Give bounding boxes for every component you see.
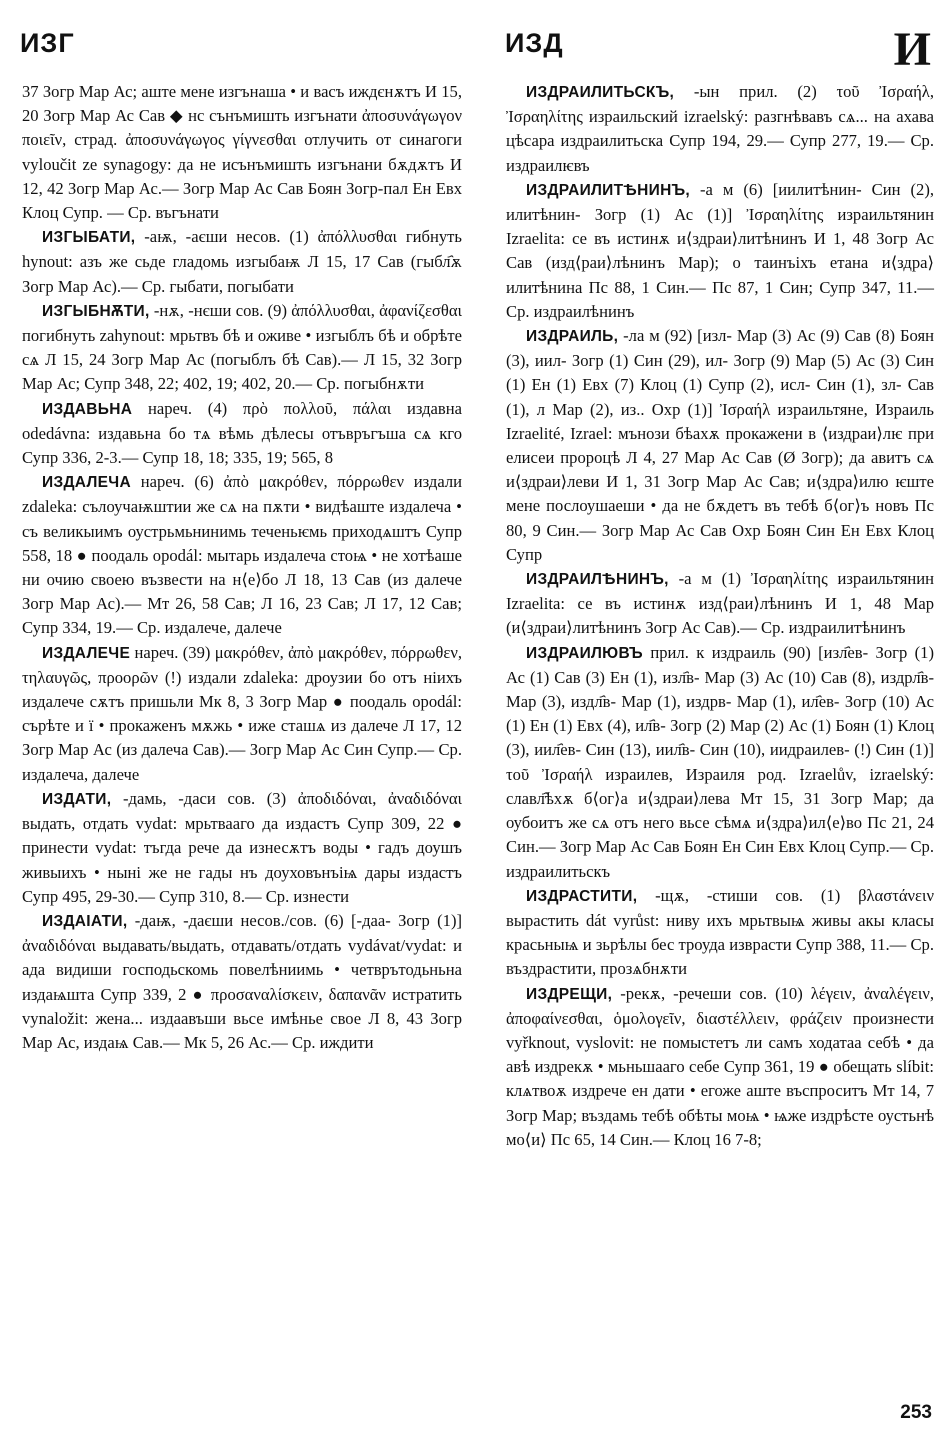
entry-headword: ИЗДРАСТИТИ, (526, 887, 638, 905)
dictionary-entry (22, 787, 462, 909)
entry-body: прил. к издраиль (90) [изл҄ев- Зогр (1) Ас (1) Сав (3) Ен (1), изл҄в- Мар (3) Ас (10) Сав (8), издрл҄в- Мар (3), издл҄в- Мар (1), издрв- Мар (1), ил҄ев- Зогр (10) Ас (1) Ен (1) Евх (4), ил҄в- Зогр (2) Мар (2) Ас (1) Боян (1) Клоц (3), иил҄ев- Син (13), иил҄в- Син (10), иидраилев- (!) Син (1)] τοῦ Ἰσραήλ израилев, Израиля род. Izraelův, izraelský: славл҄ѣхѫ б⟨ог⟩а и⟨здраи⟩лева Мт 15, 31 Зогр Мар; да оубоитъ же сѧ отъ него вьсе сѣмѧ и⟨здра⟩ил⟨е⟩во Пс 21, 24 Син.— Зогр Мар Ас Сав Боян Ен Син Евх Клоц Супр.— Ср. издраилитьскъ (506, 642, 934, 881)
entry-body: -ла м (92) [изл- Мар (3) Ас (9) Сав (8) Боян (3), иил- Зогр (1) Син (29), ил- Зогр (9) Мар (5) Ас (3) Син (1) Ен (1) Евх (7) Клоц (1) Супр (2), исл- Син (1), зл- Сав (1), л Мар (2), из.. Охр (1)] Ἰσραήλ израильтяне, Израиль Izraelité, Izrael: мънози бѣахѫ прокажени в ⟨издраи⟩лѥ при елисеи пророцѣ Л 4, 27 Мар Ас Сав (Ø Зогр); да авитъ сѧ и⟨здраи⟩леви И 1, 31 Зогр Мар Ас Сав; и⟨здра⟩илю ѥште мене послоушаеши • да не бѫдетъ въ тебѣ б⟨ог⟩ъ новъ Пс 80, 9 Син.— Зогр Мар Ас Сав Охр Боян Син Ен Евх Клоц Супр (506, 326, 934, 564)
entry-body: -ын прил. (2) τοῦ Ἰσραήλ, Ἰσραηλίτης израильский izraelský: разгнѣвавъ сѧ... на ахава цѣсара издраилитьска Супр 194, 29.— Супр 277, 19.— Ср. издраилѥвъ (506, 82, 934, 175)
entry-headword: ИЗГЫБНѪТИ, (42, 302, 150, 320)
entry-headword: ИЗГЫБАТИ, (42, 229, 136, 247)
entry-headword: ИЗДАТИ, (42, 790, 112, 808)
dictionary-entry (22, 299, 462, 397)
page-number: 253 (900, 1402, 932, 1423)
entry-headword: ИЗДАІАТИ, (42, 912, 128, 930)
entry-body: нареч. (6) ἀπὸ μακρόθεν, πόρρωθεν издали zdaleka: сълоучаѭштии же сѧ на пѫти • видѣаште издалеча • съ великыимъ оустрьмьнинимь теченьѥмь приходѧштъ Супр 558, 18 ● поодаль opodál: мытарь издалеча стоѩ • не хотѣаше ни очию своею възвести на н⟨е⟩бо Л 18, 13 Сав (из далече Зогр Мар Ас).— Мт 26, 58 Сав; Л 16, 23 Сав; Л 17, 12 Сав; Супр 334, 19.— Ср. издалече, далече (22, 472, 462, 638)
entry-body: нареч. (4) πρὸ πολλοῦ, πάλαι издавна odedávna: издавьна бо тѧ вѣмь дѣлесы отъвръгъша сѧ кго Супр 336, 2-3.— Супр 18, 18; 335, 19; 565, 8 (22, 398, 462, 468)
entry-body: -а м (6) [иилитѣнин- Син (2), илитѣнин- Зогр (1) Ас (1)] Ἰσραηλίτης израильтянин Izraelita: се въ истинѫ и⟨здраи⟩литѣнинъ И 1, 48 Зогр Ас Сав (изд⟨раи⟩лѣнинъ Мар); о таинъіхъ етана и⟨здра⟩илитѣнина Пс 88, 1 Син.— Пс 87, 1 Син; Супр 347, 11.— Ср. издраилѣнинъ (506, 179, 934, 321)
entry-body: нареч. (39) μακρόθεν, ἀπὸ μακρόθεν, πόρρωθεν, τηλαυγῶς, προορῶν (!) издали zdaleka: дроузии бо отъ ніихъ издалече сѫтъ пришьли Мк 8, 3 Зогр Мар ● поодаль opodál: сърѣте и ї • прокаженъ мѫжь • иже сташѧ из далече Л 17, 12 Зогр Мар Ас (из далеча Сав).— Зогр Мар Ас Син Супр.— Ср. издалеча, далече (22, 642, 462, 784)
entry-headword: ИЗДРАИЛЬ, (526, 328, 619, 346)
dictionary-entry (506, 178, 934, 324)
entry-body: -а м (1) Ἰσραηλίτης израильтянин Izraelita: се въ истинѫ изд⟨раи⟩лѣнинъ И 1, 48 Мар (и⟨здраи⟩литѣнинъ Зогр Ас Сав).— Ср. издраилитѣнинъ (506, 569, 934, 638)
entry-body: -рекѫ, -речеши сов. (10) λέγειν, ἀναλέγειν, ἀποφαίνεσθαι, ὁμολογεῖν, διαστέλλειν, φράζειν произнести vyřknout, vyslovit: не помыстетъ ли самъ ходатаа себѣ • да авѣ издрекѫ • мьньшааго себе Супр 361, 19 ● обещать slíbit: клѧтвоѫ издрече ен дати • егоже аште въспроситъ Мт 14, 7 Зогр Мар; въздамь тебѣ обѣты моѩ • ѩже издрѣсте оустьнѣ мо⟨и⟩ Пс 65, 14 Син.— Клоц 16 7-8; (506, 983, 934, 1149)
dictionary-entry (22, 641, 462, 787)
entry-body: -нѫ, -нєши сов. (9) ἀπόλλυσθαι, ἀφανίζεσθαι погибнуть zahynout: мрьтвъ бѣ и оживе • изгыблъ бѣ и обрѣте сѧ Л 15, 24 Зогр Мар Ас (погыблъ бѣ Сав).— Л 15, 32 Зогр Мар Ас; Супр 348, 22; 402, 19; 402, 20.— Ср. погыбнѫти (22, 300, 462, 394)
dictionary-entry (22, 470, 462, 640)
dictionary-entry (506, 641, 934, 884)
entry-headword: ИЗДАЛЕЧА (42, 474, 131, 492)
entry-headword: ИЗДРАИЛИТЬСКЪ, (526, 84, 675, 101)
entry-headword: ИЗДРЕЩИ, (526, 985, 613, 1003)
entry-body: -щѫ, -стиши сов. (1) βλαστάνειν вырастить dát vyrůst: ниву ихъ мрьтвыѩ живы акы класы красьныѩ и зьрѣлы бес троуда изврасти Супр 388, 11.— Ср. въздрастити, прозѧбнѫти (506, 885, 934, 979)
entry-headword: ИЗДРАИЛѢНИНЪ, (526, 571, 669, 589)
dictionary-entry (506, 324, 934, 567)
entry-headword: ИЗДАЛЕЧЕ (42, 644, 131, 662)
section-letter: И (893, 23, 932, 76)
dictionary-entry (506, 80, 934, 178)
running-head-left: ИЗГ (20, 28, 75, 58)
dictionary-entry (22, 80, 462, 225)
entry-body: -дамь, -даси сов. (3) ἀποδιδόναι, ἀναδιδόναι выдать, отдать vydat: мрьтвааго да издастъ Супр 309, 22 ● принести vydat: тъгда рече да изнесѫтъ воды • гадъ доушъ живыихъ • ныні же не гады нъ доуховънъіѩ дары издастъ Супр 495, 29-30.— Супр 310, 8.— Ср. изнести (22, 788, 462, 906)
dictionary-entry (22, 225, 462, 299)
entry-body: 37 Зогр Мар Ас; аште мене изгънаша • и васъ иждєнѫтъ И 15, 20 Зогр Мар Ас Сав ◆ нс сънъмишть изгънати ἀποσυνάγωγον ποιεῖν, страд. ἀποσυνάγωγος γίγνεσθαι отлучить от синагоги vyloučit ze synagogy: да не исънъмишть изгънани бѫдѫтъ И 12, 42 Зогр Мар Ас.— Зогр Мар Ас Сав Боян Зогр-пал Ен Евх Клоц Супр. — Ср. въгънати (22, 82, 462, 223)
right-column (506, 80, 934, 1152)
dictionary-entry (506, 884, 934, 982)
entry-headword: ИЗДРАИЛЮВЪ (526, 644, 643, 662)
left-column (22, 80, 462, 1055)
entry-headword: ИЗДРАИЛИТѢНИНЪ, (526, 181, 690, 199)
dictionary-entry (506, 567, 934, 641)
dictionary-entry (506, 982, 934, 1152)
running-head-right: ИЗД (505, 28, 564, 58)
dictionary-entry (22, 397, 462, 471)
dictionary-entry (22, 909, 462, 1055)
entry-headword: ИЗДАВЬНА (42, 400, 133, 418)
entry-body: -даѭ, -даєши несов./сов. (6) [-даа- Зогр (1)] ἀναδιδόναι выдавать/выдать, отдавать/отдать vydávat/vydat: и ада видиши господьскомь повелѣниимь • четврътодьньна издаѩшта Супр 339, 2 ● προσαναλίσκειν, δαπανᾶν истратить vynaložit: жена... издаавъши вьсе имѣнье свое Л 8, 43 Зогр Мар Ас, издаѩ Сав.— Мк 5, 26 Ас.— Ср. иждити (22, 910, 462, 1052)
entry-body: -аѭ, -аєши несов. (1) ἀπόλλυσθαι гибнуть hynout: азъ же сьде гладомь изгыбаѭ Л 15, 17 Сав (гыбл҄ѫ Зогр Мар Ас).— Ср. гыбати, погыбати (22, 227, 462, 296)
